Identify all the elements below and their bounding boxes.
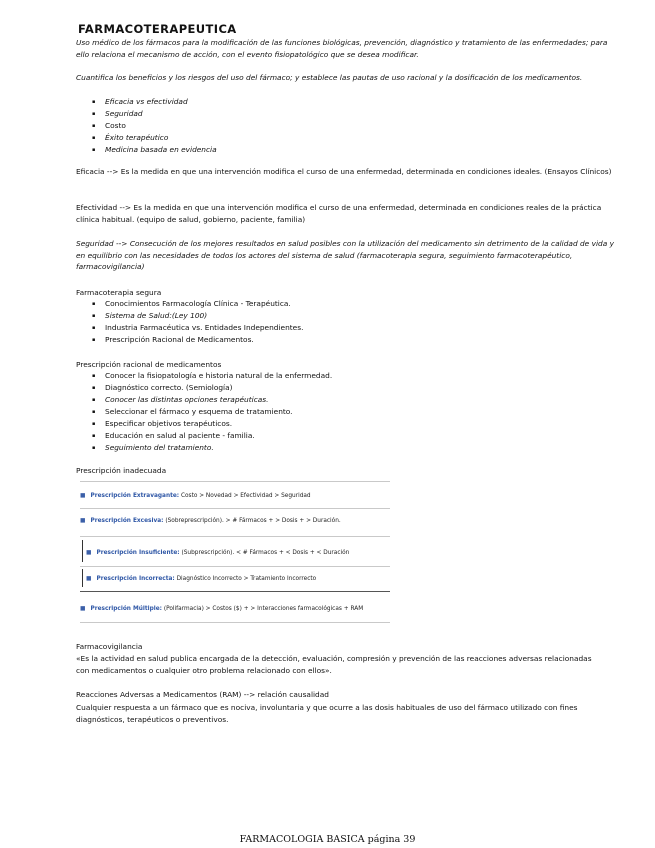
bullet-icon: ■: [86, 550, 92, 556]
seguridad-definition: Seguridad --> Consecución de los mejores resultados en salud posibles con la utilización del medicamento sin detrimento de la calidad de vida y en equilibrio con las necesidades de todos los actores del sistema de salud (farmacoterapia segura, seguimiento farmacoterapéutico, farmacovigilancia): [76, 239, 614, 272]
bullet-icon: ■: [80, 518, 86, 524]
list-item: ▪ Conocimientos Farmacología Clínica - Terapéutica.: [92, 298, 592, 310]
inadecuada-row: ■ Prescripción Incorrecta: Diagnóstico Incorrecto > Tratamiento Incorrecto: [86, 576, 317, 582]
farmacovigilancia-heading: Farmacovigilancia: [76, 642, 143, 651]
list-item: ▪ Diagnóstico correcto. (Semiología): [92, 382, 592, 394]
list-item: ▪ Conocer la fisiopatología e historia natural de la enfermedad.: [92, 370, 592, 382]
separator-line: [80, 591, 390, 592]
efectividad-definition: Efectividad --> Es la medida en que una intervención modifica el curso de una enfermedad, determinada en condiciones reales de la práctica clínica habitual. (equipo de salud, gobierno, paciente, familia): [76, 203, 602, 224]
list-item: ▪ Prescripción Racional de Medicamentos.: [92, 334, 592, 346]
inadecuada-row: ■ Prescripción Insuficiente: (Subprescripción). < # Fármacos + < Dosis + < Duración: [86, 550, 350, 556]
list-item: ▪ Sistema de Salud:(Ley 100): [92, 310, 592, 322]
list-item: ▪ Especificar objetivos terapéuticos.: [92, 418, 592, 430]
ram-text: Cualquier respuesta a un fármaco que es nociva, involuntaria y que ocurre a las dosis habituales de uso del fármaco utilizado con fines diagnósticos, terapéuticos o preventivos.: [76, 703, 578, 724]
segura-list: [92, 298, 592, 346]
frame-line: [82, 540, 83, 562]
intro-paragraph: Uso médico de los fármacos para la modificación de las funciones biológicas, prevención, diagnóstico y tratamiento de las enfermedades; para ello relaciona el mecanismo de acción, con el evento fisiopatológico que se desea modificar.: [76, 38, 608, 59]
quantify-paragraph: Cuantifica los beneficios y los riesgos del uso del fármaco; y establece las pautas de uso racional y la dosificación de los medicamentos.: [76, 73, 583, 82]
inadecuada-row: ■ Prescripción Múltiple: (Polifarmacia) > Costos ($) + > Interacciones farmacológicas + RAM: [80, 606, 364, 612]
segura-heading: Farmacoterapia segura: [76, 288, 162, 297]
ram-heading: Reacciones Adversas a Medicamentos (RAM) --> relación causalidad: [76, 690, 329, 699]
page-footer: FARMACOLOGIA BASICA página 39: [239, 834, 416, 845]
inadecuada-heading: Prescripción inadecuada: [76, 466, 167, 475]
concepts-list: [92, 96, 592, 156]
list-item: ▪ Eficacia vs efectividad: [92, 96, 592, 108]
bullet-icon: ■: [80, 606, 86, 612]
list-item: ▪ Éxito terapéutico: [92, 132, 592, 144]
page-title: FARMACOTERAPEUTICA: [78, 22, 237, 36]
list-item: ▪ Educación en salud al paciente - familia.: [92, 430, 592, 442]
inadecuada-row: ■ Prescripción Extravagante: Costo > Novedad > Efectividad > Seguridad: [80, 493, 311, 499]
list-item: ▪ Seguridad: [92, 108, 592, 120]
list-item: ▪ Seguimiento del tratamiento.: [92, 442, 592, 454]
list-item: ▪ Conocer las distintas opciones terapéuticas.: [92, 394, 592, 406]
separator-line: [80, 508, 390, 509]
bullet-icon: ■: [86, 576, 92, 582]
list-item: ▪ Costo: [92, 120, 592, 132]
racional-heading: Prescripción racional de medicamentos: [76, 360, 222, 369]
racional-list: [92, 370, 592, 454]
frame-line: [82, 569, 83, 587]
separator-line: [80, 566, 390, 567]
separator-line: [80, 536, 390, 537]
separator-line: [80, 481, 390, 482]
farmacovigilancia-text: «Es la actividad en salud publica encargada de la detección, evaluación, compresión y prevención de las reacciones adversas relacionadas con medicamentos o cualquier otro problema relacionado con ellos».: [76, 654, 592, 675]
bullet-icon: ■: [80, 493, 86, 499]
list-item: ▪ Industria Farmacéutica vs. Entidades Independientes.: [92, 322, 592, 334]
separator-line: [80, 622, 390, 623]
inadecuada-row: ■ Prescripción Excesiva: (Sobreprescripción). > # Fármacos + > Dosis + > Duración.: [80, 518, 341, 524]
list-item: ▪ Medicina basada en evidencia: [92, 144, 592, 156]
eficacia-definition: Eficacia --> Es la medida en que una intervención modifica el curso de una enfermedad, determinada en condiciones ideales. (Ensayos Clínicos): [76, 167, 612, 176]
list-item: ▪ Seleccionar el fármaco y esquema de tratamiento.: [92, 406, 592, 418]
